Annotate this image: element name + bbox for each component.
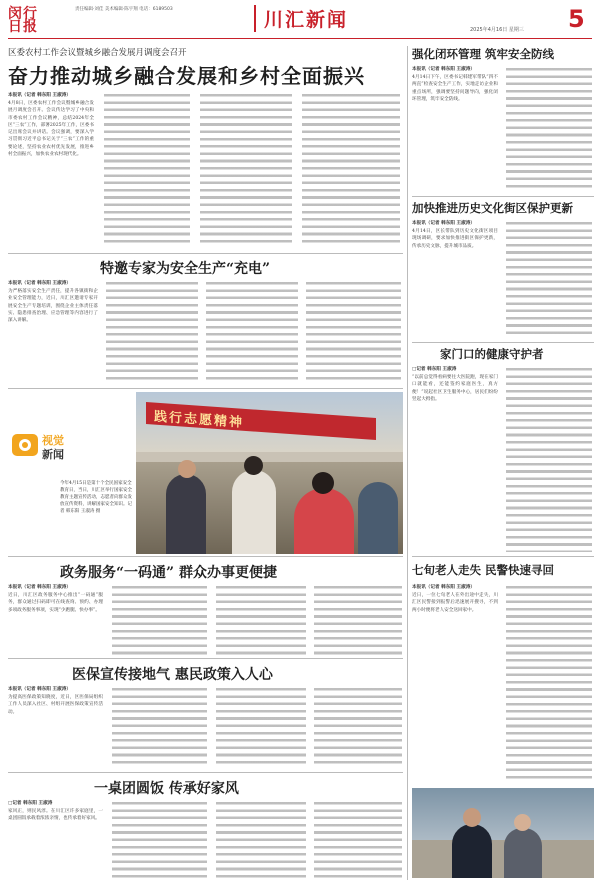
section-title: 川汇新闻	[254, 5, 348, 32]
article-headline: 政务服务“一码通” 群众办事更便捷	[60, 565, 277, 581]
article-body-lead: 为提高医保政策知晓度，近日，区医保局组织工作人员深入社区、村组开展医保政策宣传活动。	[8, 695, 103, 715]
photo-caption: 今年4月15日是第十个全民国家安全教育日，当日，川汇区举行国家安全教育主题宣传活动，志愿者向群众发放宣传资料，讲解国家安全知识。记者 韩东阳 王淑涛 摄	[60, 481, 132, 514]
newspaper-logo: 闵行日报	[8, 6, 38, 35]
article-historic-district	[412, 200, 594, 340]
photo-news	[8, 392, 403, 554]
article-rural-revitalization	[8, 46, 403, 252]
article-byline: 本报讯（记者 韩东阳 王淑涛）	[412, 221, 475, 226]
article-body-lead: “以前总觉得看病要往大医院跑，现在家门口就能看，还能签约家庭医生，真方便！”说起社区卫生服务中心，居民们纷纷竖起大拇指。	[412, 375, 498, 402]
article-body-col	[506, 584, 592, 782]
article-headline: 特邀专家为安全生产“充电”	[100, 261, 271, 277]
article-byline: 本报讯（记者 韩东阳 王淑涛）	[412, 67, 475, 72]
article-body-lead: 家风正，则民风淳。在川汇区许多家庭里，一桌团圆饭承载着浓浓亲情，也传承着好家风。	[8, 809, 103, 822]
article-closed-loop-safety	[412, 46, 594, 194]
article-headline: 强化闭环管理 筑牢安全防线	[412, 47, 555, 61]
article-headline: 医保宣传接地气 惠民政策入人心	[72, 667, 273, 683]
video-badge-label-1: 视觉	[42, 434, 64, 447]
masthead	[0, 0, 600, 40]
article-headline: 加快推进历史文化街区保护更新	[412, 201, 573, 215]
article-byline: 本报讯（记者 韩东阳 王淑涛）	[8, 93, 71, 98]
article-body-col	[506, 66, 592, 192]
news-photo-police	[412, 788, 594, 878]
article-body-col	[302, 92, 400, 246]
article-body-col	[216, 686, 306, 768]
article-byline: 本报讯（记者 韩东阳 王淑涛）	[8, 585, 71, 590]
camera-icon	[12, 434, 38, 456]
news-photo	[136, 392, 403, 554]
article-body-lead: 为严格落实安全生产责任，提升各镇街和企业安全管理能力，近日，川汇区邀请专家开展安全生产专题培训，围绕企业主体责任落实、隐患排查治理、应急管理等内容进行了深入讲解。	[8, 289, 98, 324]
article-headline: 一桌团圆饭 传承好家风	[94, 781, 239, 797]
article-kicker: 区委农村工作会议暨城乡融合发展月调度会召开	[8, 48, 187, 58]
photo-banner: 践行志愿精神	[146, 402, 376, 440]
article-body-col	[306, 280, 401, 384]
divider	[8, 772, 403, 773]
divider	[8, 253, 403, 254]
divider	[8, 556, 403, 557]
article-body-col	[216, 584, 306, 656]
article-body-col	[216, 800, 306, 880]
article-body-col	[112, 584, 207, 656]
article-family-dinner	[8, 778, 403, 880]
article-byline: □记者 韩东阳 王淑涛	[412, 367, 457, 372]
masthead-rule	[8, 38, 592, 39]
article-body-col	[314, 686, 402, 768]
article-body-col	[112, 800, 207, 880]
article-medical-insurance	[8, 664, 403, 770]
article-body-col	[506, 220, 592, 338]
article-body-col	[506, 366, 592, 552]
divider	[8, 388, 403, 389]
article-body-lead: 4月8日，区委农村工作会议暨城乡融合发展月调度会召开。会议传达学习了中央和市委农村工作会议精神，总结2024年全区“三农”工作，部署2025年工作，区委书记出席会议并讲话。会议强调，要深入学习贯彻习近平总书记关于“三农”工作的重要论述，坚持农业农村优先发展，推进乡村全面振兴，加快农业农村现代化。	[8, 101, 94, 158]
article-byline: 本报讯（记者 韩东阳 王淑涛）	[412, 585, 475, 590]
article-body-col	[112, 686, 207, 768]
article-body-col	[104, 92, 190, 246]
article-body-lead: 近日，一位七旬老人在外出途中走失，川汇区民警接到报警后迅速展开搜寻，不到两小时便将老人安全送回家中。	[412, 593, 498, 613]
page-number: 5	[568, 5, 585, 33]
article-elderly-found	[412, 562, 594, 880]
article-headline: 家门口的健康守护者	[440, 347, 544, 361]
masthead-meta: 责任编辑·刘佳 美术编辑·陈宇翔 电话：6189503	[75, 7, 173, 12]
article-one-code-service	[8, 562, 403, 657]
divider	[412, 556, 594, 557]
article-body-lead: 4月14日，区长带队到历史文化街区项目现场调研，要求加快推进街区保护更新，传承历史文脉，提升城市品质。	[412, 229, 498, 249]
article-body-col	[200, 92, 292, 246]
divider	[412, 196, 594, 197]
article-safety-training	[8, 258, 403, 386]
article-byline: 本报讯（记者 韩东阳 王淑涛）	[8, 281, 71, 286]
video-badge-label-2: 新闻	[42, 448, 64, 461]
article-byline: □记者 韩东阳 王淑涛	[8, 801, 53, 806]
article-body-col	[206, 280, 298, 384]
article-byline: 本报讯（记者 韩东阳 王淑涛）	[8, 687, 71, 692]
video-news-badge	[12, 432, 102, 462]
article-headline: 七旬老人走失 民警快速寻回	[412, 563, 555, 577]
article-body-col	[314, 584, 402, 656]
article-body-lead: 近日，川汇区政务服务中心推出“一码通”服务，群众通过扫码即可在线查询、预约、办理多项政务服务事项，实现“少跑腿、快办事”。	[8, 593, 103, 613]
article-health-guardian	[412, 346, 594, 554]
article-headline: 奋力推动城乡融合发展和乡村全面振兴	[8, 64, 365, 88]
article-body-lead: 4月14日下午，区委书记韩建军带队“四不两直”检查安全生产工作，实地走访企业和重点场所，强调要坚持问题导向，强化闭环管理，筑牢安全防线。	[412, 75, 498, 102]
divider	[8, 658, 403, 659]
divider	[412, 342, 594, 343]
column-divider	[407, 46, 408, 880]
issue-date: 2025年4月16日 星期三	[470, 27, 524, 33]
article-body-col	[106, 280, 198, 384]
article-body-col	[314, 800, 402, 880]
